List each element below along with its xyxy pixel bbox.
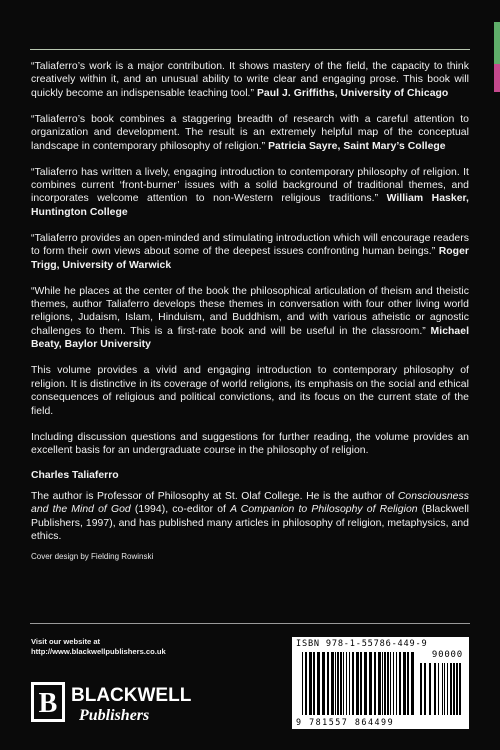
blackwell-logo-icon xyxy=(31,679,201,725)
barcode-bar xyxy=(313,652,315,715)
barcode-bar xyxy=(407,652,409,715)
barcode-addon-bar xyxy=(459,663,461,715)
quote-3 xyxy=(31,166,469,220)
barcode-addon-bar xyxy=(450,663,452,715)
barcode-addon-bar xyxy=(442,663,443,715)
barcode-addon-bar xyxy=(434,663,436,715)
barcode-bars xyxy=(292,637,469,729)
svg-text:B: B xyxy=(38,688,58,719)
barcode-bar xyxy=(403,652,406,715)
barcode-bar xyxy=(337,652,339,715)
publisher-logo xyxy=(31,679,201,725)
barcode-bar xyxy=(305,652,307,715)
spine-color-accent xyxy=(494,22,500,92)
book-title: Consciousness and the Mind of God xyxy=(31,490,469,516)
barcode-bar xyxy=(335,652,336,715)
cover-credit: Cover design by Fielding Rowinski xyxy=(31,551,154,561)
barcode-bar xyxy=(360,652,362,715)
book-title: A Companion to Philosophy of Religion xyxy=(230,504,418,516)
barcode-bar xyxy=(322,652,325,715)
website-url[interactable]: http://www.blackwellpublishers.co.uk xyxy=(31,647,166,657)
quote-attribution: Roger Trigg, University of Warwick xyxy=(31,246,470,271)
quote-attribution: Paul J. Griffiths, University of Chicago xyxy=(256,87,449,99)
barcode-bar xyxy=(352,652,354,715)
barcode-bar xyxy=(382,652,383,715)
barcode-bar xyxy=(356,652,359,715)
barcode-bar xyxy=(302,652,303,715)
publisher-name: BLACKWELL xyxy=(71,685,192,706)
bottom-divider xyxy=(30,623,470,624)
barcode-addon-bar xyxy=(438,663,439,715)
barcode-bar xyxy=(411,652,414,715)
barcode-bar xyxy=(399,652,401,715)
description-2: Including discussion questions and suggestions for further reading, the volume provides an excellent basis for an undergraduate course in the philosophy of religion. xyxy=(31,431,469,456)
barcode-bar xyxy=(331,652,334,715)
barcode-bar xyxy=(393,652,394,715)
barcode-bar xyxy=(349,652,350,715)
isbn-barcode xyxy=(292,637,469,729)
quote-1 xyxy=(31,60,469,100)
quote-attribution: William Hasker, Huntington College xyxy=(31,193,469,218)
website-label: Visit our website at xyxy=(31,637,101,646)
quote-2 xyxy=(31,113,469,153)
barcode-bar xyxy=(364,652,367,715)
quote-attribution: Michael Beaty, Baylor University xyxy=(31,325,470,351)
barcode-bar xyxy=(309,652,312,715)
quote-text: “Taliaferro has written a lively, engaging introduction to contemporary philosophy of religion. It combines current ‘front-burner’ issues with a solid background of traditional themes, and incorporates welcome attention to non-Western religious traditions.” xyxy=(31,166,469,205)
barcode-bar xyxy=(396,652,397,715)
barcode-addon-bar xyxy=(444,663,445,715)
top-divider xyxy=(30,49,470,50)
website-block xyxy=(31,637,166,658)
quote-4 xyxy=(31,232,469,272)
quote-text: “While he places at the center of the book the philosophical articulation of theism and theistic themes, author Taliaferro develops these themes in conversation with four other living world religions, Judaism, Islam, Hinduism, and Buddhism, and with various atheistic or agnostic challenges to them. This is a first-rate book and will be useful in the classroom.” xyxy=(31,285,469,337)
barcode-bar xyxy=(317,652,320,715)
quote-attribution: Patricia Sayre, Saint Mary’s College xyxy=(268,140,446,152)
barcode-bar xyxy=(343,652,344,715)
quote-text: “Taliaferro’s work is a major contribution. It shows mastery of the field, the capacity to think creatively within it, and an unusual ability to write clear and engaging prose. This book will quickly become an indispensable teaching tool.” xyxy=(31,61,469,99)
quote-text: “Taliaferro’s book combines a staggering breadth of research with a careful attention to organization and development. The result is an extremely helpful map of the conceptual landscape in contemporary philosophy of religion.” xyxy=(31,113,469,152)
barcode-addon-bar xyxy=(453,663,455,715)
ean-digits: 9 781557 864499 xyxy=(296,717,395,727)
barcode-addon-bar xyxy=(456,663,458,715)
price-code: 90000 xyxy=(431,650,463,660)
description-1: This volume provides a vivid and engaging introduction to contemporary philosophy of religion. It is distinctive in its coverage of world religions, its emphasis on the social and ethical consequences of religious and political convictions, and its focus on the current state of the field. xyxy=(31,365,469,417)
barcode-bar xyxy=(390,652,391,715)
barcode-bar xyxy=(327,652,329,715)
barcode-addon-bar xyxy=(420,663,422,715)
barcode-addon-bar xyxy=(447,663,448,715)
isbn-number: ISBN 978-1-55786-449-9 xyxy=(296,639,428,649)
barcode-bar xyxy=(384,652,386,715)
barcode-bar xyxy=(346,652,347,715)
barcode-bar xyxy=(378,652,381,715)
quote-5 xyxy=(31,285,469,352)
author-name: Charles Taliaferro xyxy=(31,469,119,481)
author-bio-text: The author is Professor of Philosophy at St. Olaf College. He is the author of xyxy=(31,490,398,502)
barcode-bar xyxy=(369,652,372,715)
barcode-addon-bar xyxy=(429,663,431,715)
author-bio xyxy=(31,490,469,544)
barcode-bar xyxy=(374,652,376,715)
quote-text: “Taliaferro provides an open-minded and stimulating introduction which will encourage readers to form their own views about some of the deepest issues confronting human beings.” xyxy=(31,232,469,258)
barcode-addon-bar xyxy=(424,663,426,715)
barcode-bar xyxy=(340,652,342,715)
barcode-bar xyxy=(387,652,389,715)
author-bio-text: (Blackwell Publishers, 1997), and has published many articles in philosophy of religion, metaphysics, and ethics. xyxy=(31,504,469,543)
author-bio-text: (1994), co-editor of xyxy=(130,504,231,516)
back-cover-text xyxy=(31,60,469,561)
publisher-sub: Publishers xyxy=(79,707,150,724)
